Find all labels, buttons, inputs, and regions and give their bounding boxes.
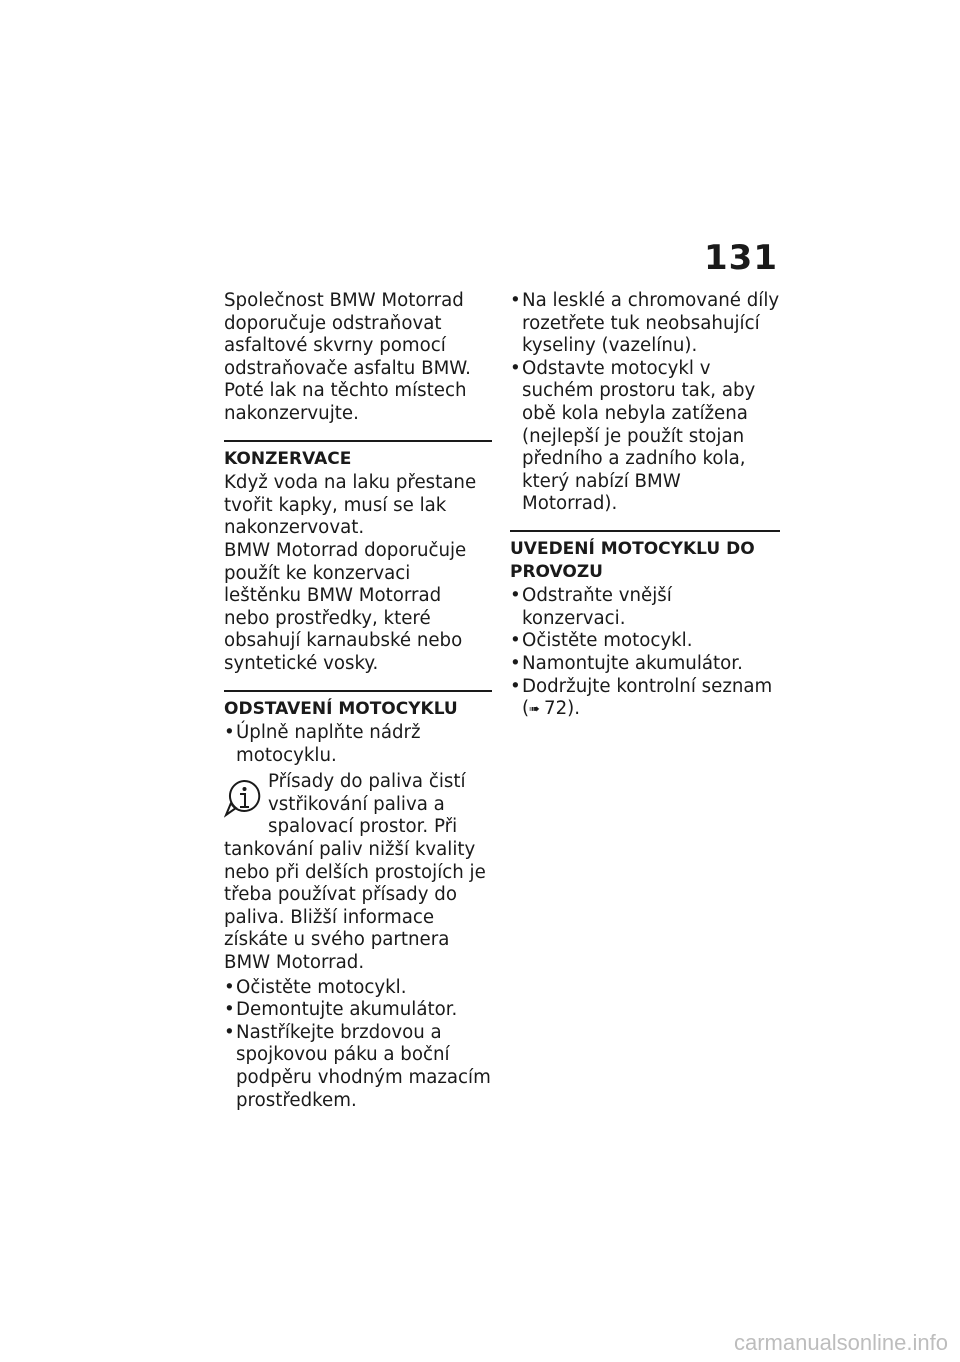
left-column bbox=[224, 290, 492, 1112]
list-item: • Namontujte akumulátor. bbox=[510, 653, 780, 676]
list-item bbox=[510, 676, 780, 722]
list-item: • Odstraňte vnější konzervaci. bbox=[510, 585, 780, 630]
right-column bbox=[510, 290, 780, 722]
arrow-right-icon: ➠ bbox=[529, 702, 541, 718]
watermark-text: carmanualsonline.info bbox=[733, 1330, 948, 1355]
intro-paragraph: Společnost BMW Motorrad doporučuje odstraňovat asfaltové skvrny pomocí odstraňovače asfaltu BMW. Poté lak na těchto místech nakonzervujte. bbox=[224, 290, 471, 424]
uvedeni-list bbox=[510, 585, 780, 722]
section-heading-konzervace: KONZERVACE bbox=[224, 448, 352, 469]
odstaveni-list-right bbox=[510, 290, 780, 516]
info-note-text: Přísady do paliva čistí vstřikování paliva a spalovací prostor. Při tankování paliv nižší kvality nebo při delších prostojích je třeba používat přísady do paliva. Bližší informace získáte u svého partnera BMW Motorrad. bbox=[224, 771, 486, 974]
section-heading-odstaveni: ODSTAVENÍ MOTOCYKLU bbox=[224, 698, 458, 719]
section-heading-uvedeni: UVEDENÍ MOTOCYKLU DO PROVOZU bbox=[510, 538, 755, 582]
list-item-text: Dodržujte kontrolní seznam bbox=[522, 675, 773, 697]
list-item: • Očistěte motocykl. bbox=[224, 977, 492, 1000]
list-item: • Očistěte motocykl. bbox=[510, 630, 780, 653]
page-number: 131 bbox=[704, 238, 778, 278]
konzervace-paragraph-2: BMW Motorrad doporučuje použít ke konzervaci leštěnku BMW Motorrad nebo prostředky, které obsahují karnaubské nebo syntetické vosky. bbox=[224, 539, 467, 674]
list-item: • Nastříkejte brzdovou a spojkovou páku a boční podpěru vhodným mazacím prostředkem. bbox=[224, 1022, 492, 1112]
list-item: • Na lesklé a chromované díly rozetřete tuk neobsahující kyseliny (vazelínu). bbox=[510, 290, 780, 358]
odstaveni-list bbox=[224, 722, 492, 767]
list-item: • Úplně naplňte nádrž motocyklu. bbox=[224, 722, 492, 767]
info-note bbox=[224, 771, 492, 974]
page-reference[interactable]: (➠ 72). bbox=[522, 698, 580, 719]
konzervace-paragraph-1: Když voda na laku přestane tvořit kapky, musí se lak nakonzervovat. bbox=[224, 472, 477, 539]
list-item: • Odstavte motocykl v suchém prostoru tak, aby obě kola nebyla zatížena (nejlepší je použít stojan předního a zadního kola, který nabízí BMW Motorrad). bbox=[510, 358, 780, 516]
list-item: • Demontujte akumulátor. bbox=[224, 999, 492, 1022]
odstaveni-list-continued bbox=[224, 977, 492, 1113]
info-icon bbox=[224, 777, 264, 819]
